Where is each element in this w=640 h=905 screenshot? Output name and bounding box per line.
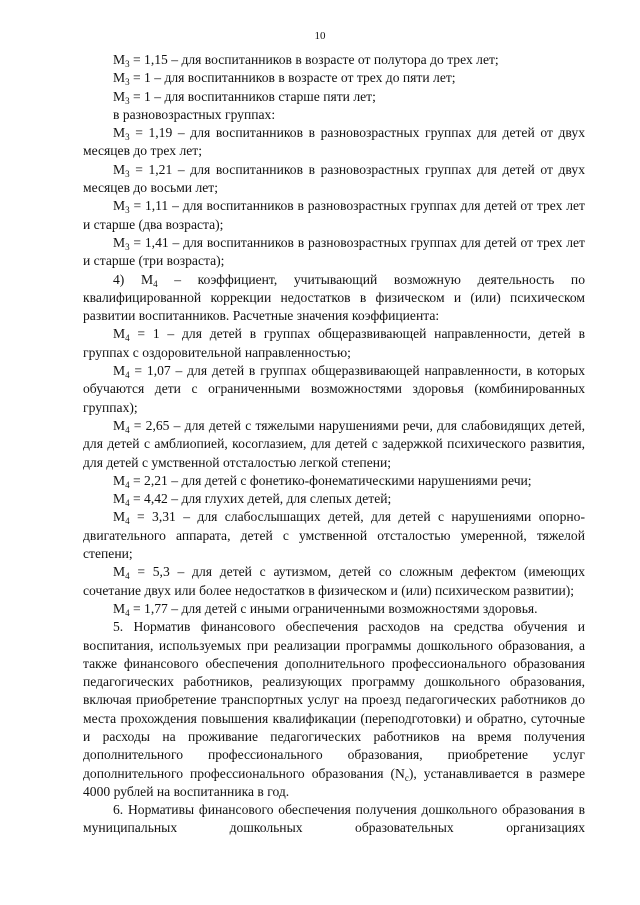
paragraph: $M_4 = 1,07$ – для детей в группах общеразвивающей направленности, в которых обучаются дети с ограниченными возможностями здоровья (комбинированных группах);	[83, 363, 585, 415]
paragraph: $M_3 = 1,41$ – для воспитанников в разновозрастных группах для детей от трех лет и старше (три возраста);	[83, 234, 585, 269]
paragraph: $M_4 = 1$ – для детей в группах общеразвивающей направленности, детей в группах с оздоровительной направленностью;	[83, 326, 585, 360]
paragraph: $M_4 = 2,21$ – для детей с фонетико-фонематическими нарушениями речи;	[113, 472, 532, 490]
paragraph: $M_3 = 1,19$ – для воспитанников в разновозрастных группах для детей от двух месяцев до трех лет;	[83, 125, 585, 159]
paragraph: $M_3 = 1$ – для воспитанников в возрасте от трех до пяти лет;	[113, 70, 456, 88]
paragraph: $M_3 = 1,15$ – для воспитанников в возрасте от полутора до трех лет;	[113, 52, 499, 69]
document-body	[83, 51, 585, 838]
page-number: 10	[314, 30, 326, 42]
paragraph: в разновозрастных группах:	[113, 106, 276, 122]
paragraph: $M_3 = 1$ – для воспитанников старше пяти лет;	[113, 88, 376, 106]
paragraph: $M_4 = 2,65$ – для детей с тяжелыми нарушениями речи, для слабовидящих детей, для детей с амблиопией, косоглазием, для детей с задержкой психического развития, для детей с умственной отсталостью легкой степени;	[83, 417, 585, 470]
paragraph: $M_3 = 1,21$ – для воспитанников в разновозрастных группах для детей от двух месяцев до восьми лет;	[83, 161, 585, 196]
paragraph: $M_4 = 5,3$ – для детей с аутизмом, детей со сложным дефектом (имеющих сочетание двух или более недостатков в физическом и (или) психическом развитии);	[83, 564, 585, 598]
paragraph: $M_4 = 3,31$ – для слабослышащих детей, для детей с нарушениями опорно-двигательного аппарата, детей с умственной отсталостью умеренной, тяжелой степени;	[83, 509, 585, 562]
paragraph: 6. Нормативы финансового обеспечения получения дошкольного образования в муниципальных дошкольных образовательных организациях	[83, 802, 585, 836]
paragraph: $M_4 = 4,42$ – для глухих детей, для слепых детей;	[113, 491, 392, 509]
paragraph: 4) $M_4$ – коэффициент, учитывающий возможную деятельность по квалифицированной коррекции недостатков в физическом и (или) психическом развитии воспитанников. Расчетные значения коэффициента:	[83, 271, 585, 324]
paragraph: $M_3 = 1,11$ – для воспитанников в разновозрастных группах для детей от трех лет и старше (два возраста);	[83, 198, 585, 232]
paragraph: 5. Норматив финансового обеспечения расходов на средства обучения и воспитания, используемых при реализации программы дошкольного образования, а также финансового обеспечения дополнительного профессионального образования педагогических работников, реализующих программу дошкольного образования, включая приобретение транспортных услуг на проезд педагогических работников до места прохождения повышения квалификации (переподготовки) и обратно, суточные и расходы на проживание педагогических работников на время получения дополнительного профессионального образования, приобретение услуг дополнительного профессионального образования $(N_c)$, устанавливается в размере 4000 рублей на воспитанника в год.	[83, 619, 585, 799]
paragraph: $M_4 = 1,77$ – для детей с иными ограниченными возможностями здоровья.	[113, 600, 538, 618]
